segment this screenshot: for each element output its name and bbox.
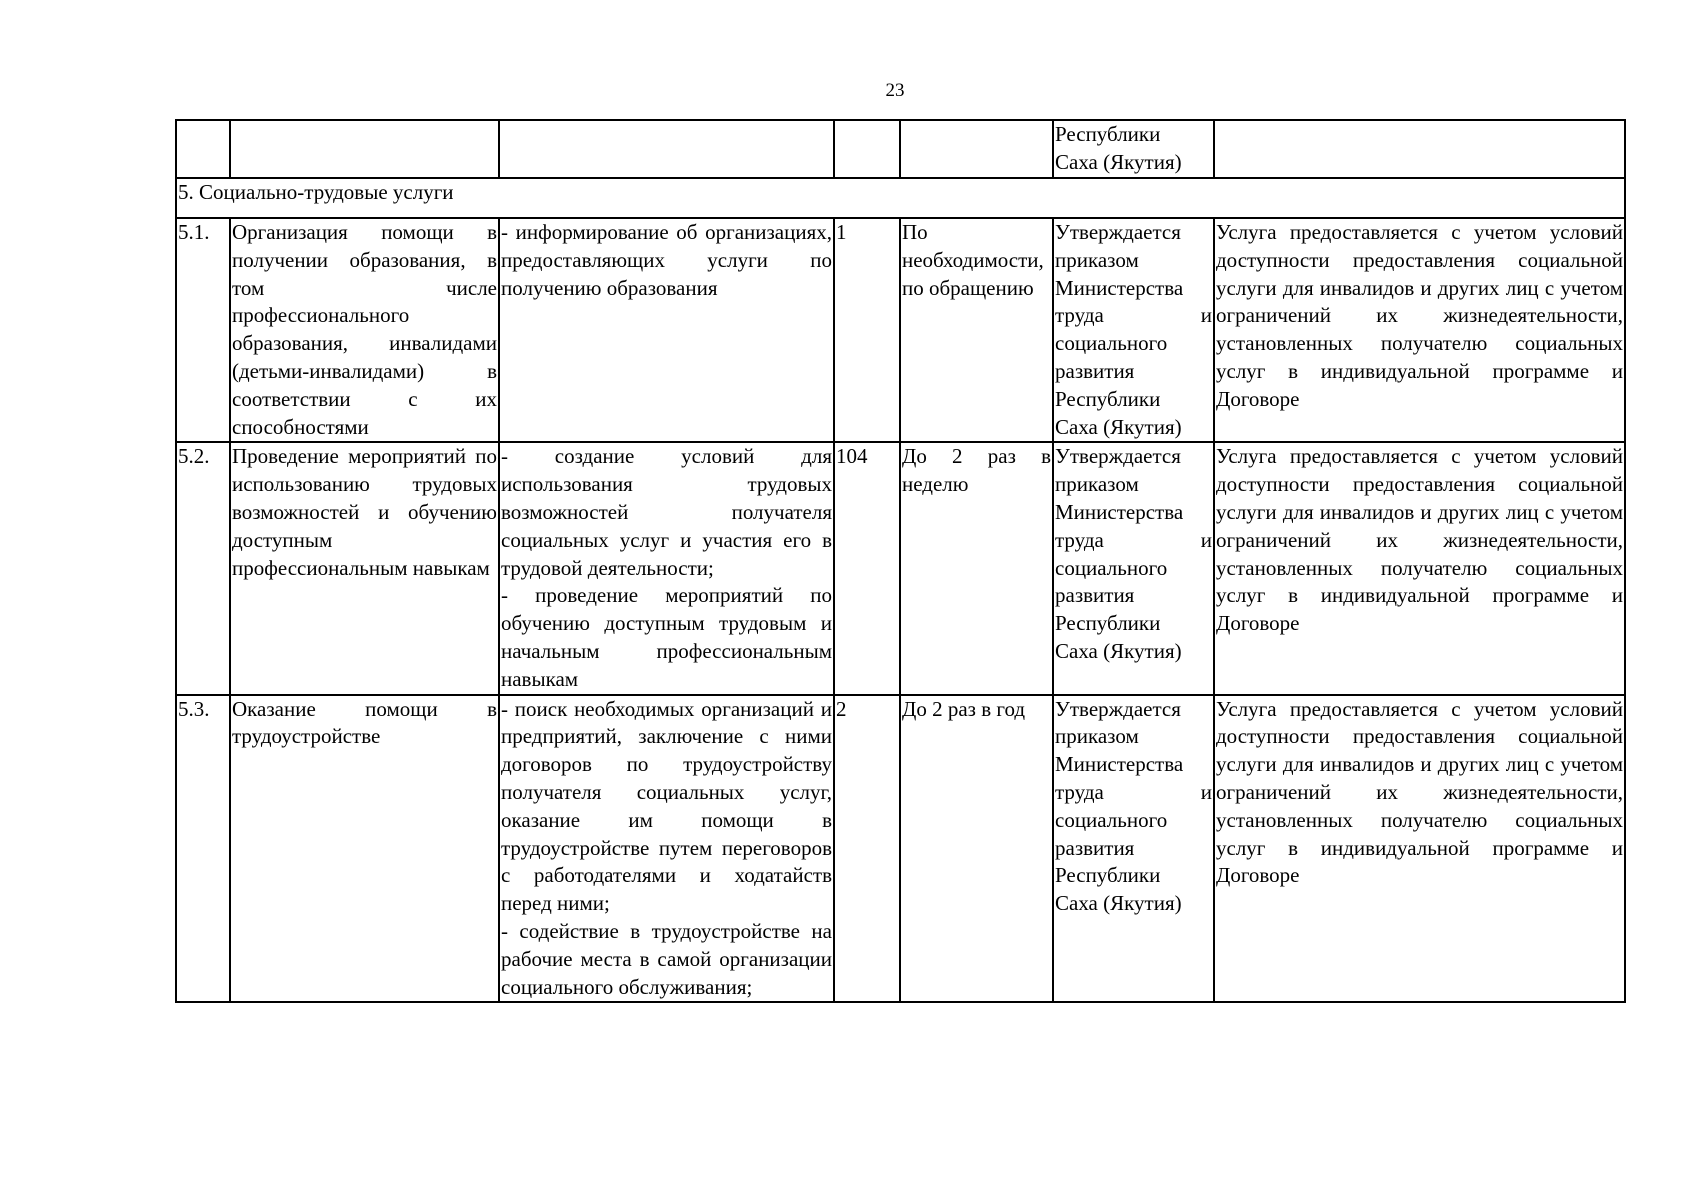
approving-body-line: социального [1055, 555, 1168, 580]
approving-body-line: приказом [1055, 724, 1139, 749]
service-volume: 104 [834, 442, 900, 694]
approving-body-cell [1053, 218, 1214, 442]
approving-body-line: Министерства [1055, 752, 1184, 777]
service-number: 5.2. [176, 442, 230, 694]
approving-body-line: труда и [1055, 303, 1212, 328]
table-cell [499, 120, 834, 178]
approving-body-line: Министерства [1055, 499, 1184, 524]
social-services-table [175, 119, 1626, 1003]
table-row [176, 218, 1625, 442]
service-number: 5.1. [176, 218, 230, 442]
approving-body-line: Утверждается [1055, 220, 1181, 244]
approving-body-line: труда и [1055, 779, 1212, 804]
approving-body-line: социального [1055, 331, 1168, 356]
table-cell [900, 120, 1053, 178]
approving-body-line: развития [1055, 358, 1135, 383]
approving-body-line: Республики [1055, 863, 1161, 888]
approving-body-line: Республики [1055, 386, 1161, 411]
service-content: - поиск необходимых организаций и предприятий, заключение с ними договоров по трудоустройству получателя социальных услуг, оказание им помощи в трудоустройстве путем переговоров с работодателями и ходатайств перед ними; - содействие в трудоустройстве на рабочие места в самой организации социального обслуживания; [499, 695, 834, 1003]
approving-body-line: Саха (Якутия) [1055, 149, 1182, 174]
service-conditions: Услуга предоставляется с учетом условий доступности предоставления социальной услуги для инвалидов и других лиц с учетом ограничений их жизнедеятельности, установленных получателю социальных услуг в индивидуальной программе и Договоре [1214, 695, 1625, 1003]
service-name: Оказание помощи в трудоустройстве [230, 695, 499, 1003]
approving-body-cell [1053, 442, 1214, 694]
table-row [176, 442, 1625, 694]
approving-body-line: Республики [1055, 611, 1161, 636]
approving-body-line: Утверждается [1055, 444, 1181, 469]
table-row [176, 695, 1625, 1003]
page-number: 23 [885, 80, 905, 101]
service-periodicity: До 2 раз в год [900, 695, 1053, 1003]
approving-body-line: Саха (Якутия) [1055, 414, 1182, 439]
approving-body-line: Саха (Якутия) [1055, 638, 1182, 663]
table-cell [230, 120, 499, 178]
approving-body-cell [1053, 695, 1214, 1003]
service-conditions: Услуга предоставляется с учетом условий доступности предоставления социальной услуги для инвалидов и других лиц с учетом ограничений их жизнедеятельности, установленных получателю социальных услуг в индивидуальной программе и Договоре [1214, 218, 1625, 442]
service-number: 5.3. [176, 695, 230, 1003]
service-content: - создание условий для использования трудовых возможностей получателя социальных услуг и участия его в трудовой деятельности; - проведение мероприятий по обучению доступным трудовым и начальным профессиональным навыкам [499, 442, 834, 694]
approving-body-line: социального [1055, 807, 1168, 832]
section-heading-row [176, 178, 1625, 218]
service-name: Организация помощи в получении образования, в том числе профессионального образования, инвалидами (детьми-инвалидами) в соответствии с их способностями [230, 218, 499, 442]
section-title: 5. Социально-трудовые услуги [176, 178, 1625, 218]
continued-row [176, 120, 1625, 178]
approving-body-line: приказом [1055, 472, 1139, 497]
approving-body-line: Республики [1055, 122, 1161, 146]
approving-body-cell [1053, 120, 1214, 178]
service-content: - информирование об организациях, предоставляющих услуги по получению образования [499, 218, 834, 442]
service-conditions: Услуга предоставляется с учетом условий доступности предоставления социальной услуги для инвалидов и других лиц с учетом ограничений их жизнедеятельности, установленных получателю социальных услуг в индивидуальной программе и Договоре [1214, 442, 1625, 694]
service-volume: 2 [834, 695, 900, 1003]
approving-body-line: Утверждается [1055, 696, 1181, 721]
approving-body-line: развития [1055, 583, 1135, 608]
service-periodicity: По необходимости, по обращению [900, 218, 1053, 442]
service-periodicity: До 2 раз в неделю [900, 442, 1053, 694]
service-volume: 1 [834, 218, 900, 442]
approving-body-line: труда и [1055, 527, 1212, 552]
table-cell [1214, 120, 1625, 178]
approving-body-line: приказом [1055, 247, 1139, 272]
table-cell [176, 120, 230, 178]
approving-body-line: Саха (Якутия) [1055, 891, 1182, 916]
table-cell [834, 120, 900, 178]
service-name: Проведение мероприятий по использованию трудовых возможностей и обучению доступным профессиональным навыкам [230, 442, 499, 694]
approving-body-line: Министерства [1055, 275, 1184, 300]
approving-body-line: развития [1055, 835, 1135, 860]
